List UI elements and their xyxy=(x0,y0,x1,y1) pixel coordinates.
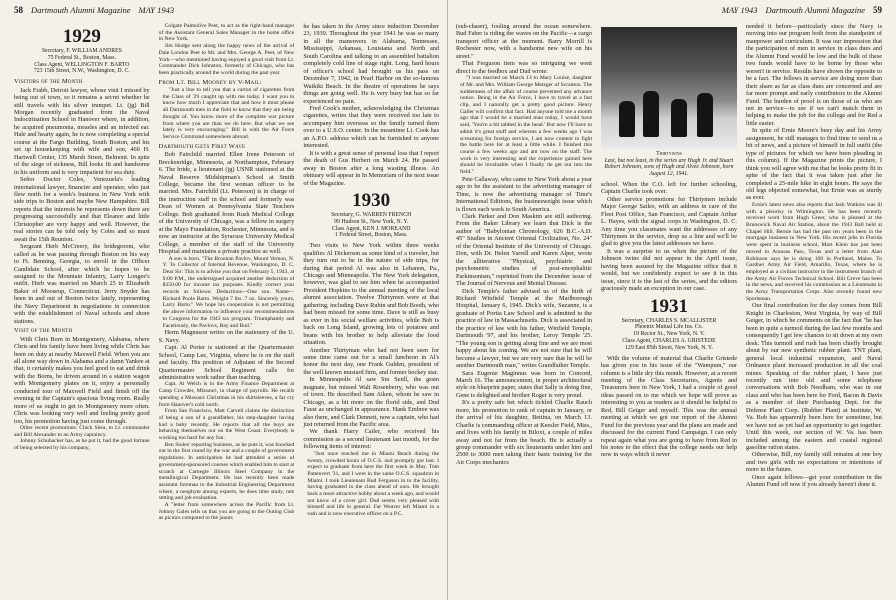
class-agent-address: 723 15th Street, N.W., Washington, D. C. xyxy=(33,68,130,75)
photo-figure xyxy=(671,99,687,137)
column xyxy=(14,23,150,599)
paragraph: Two visits to New York within three weeks qualifies Al Dickerson as some kind of a traveler, but they turn out to be in the nature of side trips, for during that period Al was also in Lebanon, Pa., Chicago and Minneapolis. The New York delegation, however, was glad to see him when he accompanied President Hopkins to the annual meeting of the local alumni association. Twelve Thirtymen were at that gathering, including Dave Rubin and Bob Booth, who had been missed for some time. Dave is still as busy as ever in his social welfare activities, while Bob is back on Long Island, growing lots of potatoes and beans with his brother to help alleviate the food situation. xyxy=(303,242,440,347)
caption-title: Thirtywins xyxy=(656,151,682,157)
magazine-title: Dartmouth Alumni Magazine xyxy=(31,5,131,15)
class-agent: Class Agent, WELLINGTON F. BARTO xyxy=(34,61,130,68)
right-page xyxy=(448,0,896,600)
column xyxy=(456,23,592,599)
paragraph: Ernie's latest news also reports that Jack Watkins was ill with a pleurisy in Wilmington. He has been recently received word from Hugh Greer, who is pleased at the Brunswick Naval Air Station, about the 1943 Ball held at Chapel Hill. Bernie has had the past ten years been in the mortgage business in New York. His recent jobs in Florida were spent in business school, Mort Klein has just been moved to Aransas Pass, Texas and a letter from Alan Robinson says he is doing 100 in Portland, Maine. To Gardner Army Air Field, Amarillo, Texas, where he is employed as a civilian instructor in the instrument branch of the Army Air Forces Technical School. Bill Greve has been in the news, and received his commission as a Lieutenant in the Army Transportation Corps. Also recently found new Sportsman. xyxy=(746,201,882,302)
class-secretary-address: 99 Hudson St., New York, N. Y. xyxy=(334,218,409,225)
paragraph: Pete Callaway, who came to New York about a year ago to be the assistant to the advertising manager of Time, is now the advertising manager of Time's International Editions, the businesweight issue which is flown each week to South America. xyxy=(456,175,592,213)
photo-figure xyxy=(619,101,635,137)
paragraph: That Ferguson item was so intriguing we went direct to the feedbox and Dud wrote: xyxy=(456,60,592,75)
page-number: 58 xyxy=(14,5,23,15)
class-year-heading: 1930 xyxy=(352,189,391,211)
paragraph: It was a surprise to us when the picture of the Johnson twins did not appear in the April issue, having been assured by the Magazine office that it would, but we confidently expect to see it in this issue, since it is the last of the series, and the editors graciously made an exception in our case. xyxy=(601,247,737,293)
paragraph: Colgate Palmolive Peet, to act as the right-hand manager of the Assistant General Sales Manager in the home office in New York. xyxy=(158,23,295,43)
running-head-left xyxy=(14,5,439,19)
paragraph: Herm Magnuson writes on the stationery of the U. S. Navy. xyxy=(158,329,295,344)
left-columns xyxy=(14,23,439,599)
class-secretary: Secretary, CHARLES S. MCALLISTER xyxy=(621,317,717,324)
right-columns xyxy=(456,23,882,599)
class-agent-address: 129 East 85th Street, New York, N. Y. xyxy=(625,344,713,351)
paragraph: Capt. Al Welch is in the Army Finance Department at Camp Crowder, Missouri, in charge of payrolls. He recalls spending a Missouri Christmas in his shirtsleeves, a far cry from Hanover's cold north. xyxy=(158,381,295,408)
paragraph: In Minneapolis Al saw Stu Seidl, the grain magnate, but missed Walt Rosenberry, who was out of town. He described Sam Aiken, whom he saw in Chicago, as a bit more on the florid side, and Dud Faust as unchanged in appearance. Hank Embree was also there, and Clark Dennett, now a captain, who had just returned from the Pacific area. xyxy=(303,376,440,429)
paragraph: he has taken in the Army since induction December 23, 1939. Throughout the year 1941 he was so many in all the maneuvers in Alabama, Tennessee, Mississippi, Arkansas, Louisiana and North and South Carolina and talking to an assembled battalion completely cold line of stage right. Long, hard hours of officer's school had brought us his pass on December 7, 1942, in Pearl Harbor on the so-famous Waikiki Beach. In the theatre of operations he says things are going well. He is very busy but has so far experienced no pain. xyxy=(303,23,440,105)
column xyxy=(601,23,737,599)
paragraph: Bob Fairchild married Ellen Irene Peterson of Breckenridge, Minnesota, at Northampton, February 6. The bride, a lieutenant (jg) USNR stationed at the Naval Reserve Midshipman's School at Smith College, became the first woman officer to be married. Mrs. Fairchild (Lt. Peterson) is in charge of the instruction staff in the school and formerly was Dean of Women at Pennsylvania State Teachers College. Bob graduated from Rush Medical College of the University of Chicago, was a fellow in surgery at the Mayo Foundation, Rochester, Minnesota, and is now an instructor at the Syracuse University Medical College, a member of the staff of the University Hospital and maintains a private practice as well. xyxy=(158,151,295,256)
twins-photo xyxy=(601,27,737,149)
paragraph: Jack Frabb, Detroit lawyer, whose visit I missed by being out of town, so it remains a secret whether he still travels with his silver trumpet. Lt. (jg) Bill Morgan recently graduated from the Naval Indoctrination School in Hanover where, in addition, he acquired pneumonia, measles and an infected ear. Hale and hearty again, he is now completing a special course at the Fargo Building, South Boston, and his set up housekeeping with wife and son, 460 H. Hartwell Center, 135 Marsh Street, Belmont. In spite of the siege of sickness, Bill looks fit and handsome in his uniform and is very impatient for sea duty. xyxy=(14,86,150,176)
paragraph: Ben Stoles' reporting business, as he puts it, was knocked out in the first round by the war and a couple of government regulations. In anticipation he had attended a series of government-sponsored courses which enabled him to start at scratch at Carnegie Illinois Steel Company in the metallurgical Department. He has recently been made assistant foreman to the Industrial Engineering Department where, a neophyte among experts, he does time study, rate setting and job evaluation. xyxy=(158,441,295,502)
quoted-letter: A son is born. "The Broonan Pavlov, Mount Vernon, N. Y. To Collector of Internal Revenue, Washington, D. C. Dear Sir: This is to advise you that on February 5, 1943, at 9:00 P.M., the undersigned acquired another deduction of $350.00 for income tax purposes. Kindly correct your records as follows: Deductions—One son. Name—Richard Poole Barto. Weight 7 lbs. 7 oz. Sincerely yours, Larry Barto." We hope his cooperation is not permitting the above information to influence your recommendations to Congress for the 1943 tax program. Triumphantly and Facetiously, the Pavlovs, Bay and Bud." xyxy=(162,255,295,329)
paragraph: Once again fellows—get your contribution in the Alumni Fund off now if you already haven't done it. xyxy=(746,473,882,489)
paragraph: Other service promotions for Thirtymen include Major George Sailes, with an address in care of the Fleet Post Office, San Francisco, and Captain Arthur L. Hayes, with the signal corps in Washington, D. C. Any time you classmates want the addresses of any Thirtymen in the service, drop us a line and we'll be glad to give you the latest addresses we have. xyxy=(601,195,737,248)
paragraph: With Chris Born in Montgomery, Alabama, where Chris and his family have been living while Chris has been on duty at nearby Maxwell Field. When you are all alone way down in Alabama and a damn Yankee at that, it certainly makes you feel good to eat and drink with the Borns, be driven around in a station wagon with Montgomery plates on it, enjoy a personally conducted tour of Maxwell Field and finish off the evening in the Captain's spacious living room. Really more of us ought to get to Montgomery more often. Chris was looking very well and feeling pretty good too, his promotion having just come through. xyxy=(14,335,150,425)
caption-text: Last, but not least, in the series are Hugh Jr. and Stuart Robert Johnson, sons of Hugh and Alvee Johnson, born August 12, 1941. xyxy=(604,157,734,178)
quoted-letter: "Just a line to tell you that a carton of cigarettes from the Class of '29 caught up with me today. I want you to know how much I appreciate that and how it must please all Dartmouth men in the field to know that they are being thought of. You know more of the complete war picture from where you are than we do here. But what we see lately is very encouraging." Bill is with the Air Force Service Command somewhere abroad. xyxy=(162,87,295,140)
paragraph: In spite of Ernie Moore's busy day and his Army assignment, he still manages to find time to send us a bit of news, and a picture of himself in full outfit (the type of pictures for which we have been pleading in this column). If the Magazine prints the picture, I think you will agree with me that he looks pretty fit in spite of the fact that it was taken just after he completed a 25-mile hike in eight hours. He says the old legs objected somewhat, but Ernie was as sturdy as ever. xyxy=(746,127,882,202)
paragraph: Jim Hodge sent along the happy news of the arrival of Dale London Peet to Mr. and Mrs. George A. Peet, of New York—who mentioned having enjoyed a good visit from Lt. Commander Dick Johnston, formerly of Chicago, who has been practically around the world during the past year. xyxy=(158,43,295,76)
paragraph: We thank Harry Cailer, who received his commission as a second lieutenant last month, for the following items of interest: xyxy=(303,428,440,451)
quoted-letter: "Just once reached me in Miami Beach during the twenty, crowded hours of O.C.S. and promptly got lost. I expect to graduate from here the first week in May. Tom Pattenvert '31, and I were in the same O.C.S. squadron in Miami. I took Lieutenant Bud Ferguson in to the facility, having graduated in the class ahead of ours. He brought back a more attractive hobby about a week ago, and would not know of a cover girl. Dud seems very pleased with himself and life in general. Far Weaver left Miami in a rush and is now executive officer on a P.C. xyxy=(307,450,440,518)
column xyxy=(746,23,882,599)
paragraph: From San Francisco, Matt Carvell claims the distinction of being a son of a grandfather, his step-daughter having had a baby recently. He reports that all the boys are behaving themselves out on the West Coast. Everybody is working too hard for any fun. xyxy=(158,408,295,442)
class-secretary: Secretary, G. WARREN FRENCH xyxy=(331,211,412,218)
paragraph: school. When the C.O. left for further schooling, Captain Charlie took over. xyxy=(601,180,737,196)
section-heading: Visitors of the Month xyxy=(14,78,83,86)
class-secretary-address-2: 19 Rector St., New York, N. Y. xyxy=(633,331,705,338)
class-year-heading: 1931 xyxy=(650,295,688,317)
paragraph: Dick Temple's father advised us of the birth of Richard Winfield Temple at the Marlborough Hospital, January 6, 1945. Dick's wife, Suzanne, is a graduate of Portia Law School and is admitted to the practice of law in Massachusetts. Dick is associated in the practice of law with his father, Winfield Temple, Dartmouth '97, and his brother, Leroy Temple '25. "The young son is getting along fine and we are most happy about his coming. We are not sure that he will become a lawyer, but we are very sure that he will be another Dartmouth man," writes Grandfather Temple. xyxy=(456,287,592,370)
quoted-letter: "I was married on March 13 to Mary Louise, daughter of Mr. and Mrs. William George Metzger of Scranton. The suddenness of the affair of course prevented any advance notice. Being in the Air Force, I have to travel at a fast clip, and I naturally get a pretty good picture. Henry Galler will confirm that fact. Had anyone told me a month ago that I would be a married man today, I would have said, 'You're a bit tabbed in the head.' But now I'll have to admit it's great stuff and whereas a few weeks ago I was screaming for foreign service, I am now content to fight the battle here for at least a little while. I finished this course a few weeks ago and am now on the staff. The work is very interesting and the experience gained here should be invaluable when I finally do get out into the field." xyxy=(460,75,592,176)
magazine-title: Dartmouth Alumni Magazine xyxy=(765,5,865,15)
paragraph: (sub-chaser), fooling around the ocean somewhere. Bud Faber is riding the waves on the Pacific—a cargo transport officer at the moment. Barry Morrill is Rochester now, with a handsome new wife on his street." xyxy=(456,23,592,60)
photo-figure xyxy=(697,93,713,137)
class-agent: Class Agent, CHARLES A. GRISTEDE xyxy=(622,338,716,344)
paragraph: A "letter from somewhere across the Pacific from Lt. Johnny Gales tells us that you are going to the Outing Club as picnics compared to the jaunts xyxy=(158,502,295,522)
class-secretary-address: Phoenix Mutual Life Ins. Co. xyxy=(635,324,703,331)
class-year-heading: 1929 xyxy=(62,26,101,47)
paragraph: Other recent promotions: Chick Shea, to Lt. commander and Bill Alexander to an Army captaincy. xyxy=(14,425,150,438)
class-secretary-address: 75 Federal St., Boston, Mass. xyxy=(47,54,116,61)
section-heading: Visit of the Month xyxy=(14,327,73,335)
paragraph: Sara Eugenie Maginnus was born in Concord, March 16. The announcement, in proper architectural style on blueprint paper, states that Sally is doing fine, Gene is delighted and brother Roger is very proud. xyxy=(456,369,592,399)
photo-caption xyxy=(601,151,737,178)
paragraph: Clark Parker and Don Maskim are still authoring. From the Baker Library we learn that Dick is the author of "Babylonian Chronology, 626 B.C.-A.D. 45" Studies in Ancient Oriental Civilization, No. 24" of the Oriental Institute of the University of Chicago. Don, with Dr. Helen Yarrell and Karen Alper, wrote the alliterative "Physical, psychiatric and psychometric studies of post-encephalitic Parkinsonism," reprinted from the December issue of The Journal of Nervous and Mental Disease. xyxy=(456,212,592,288)
photo-figure xyxy=(643,91,659,137)
paragraph: Capt. Al Porter is stationed at the Quartermaster School, Camp Lee, Virginia, where he is on the staff and faculty. His position of Adjutant of the Second Quartermaster School Regiment calls for administrative work rather than teaching. xyxy=(158,344,295,381)
running-head-right xyxy=(456,5,882,19)
paragraph: Our final contribution for the day comes from Bill Knight in Charleston, West Virginia, by way of Bill Geiger, in which he comments on the fact that "he has been in quite a turmoil during the last few months and consequently I get few chances to sit down at my own desk. This turmoil and rush has been chiefly brought about by our new synthetic rubber plant. TNT plant, general local industrial expansion, and Naval Ordnance plant increased production in all the coal mines. Speaking of the rubber plant, I have just recently run into old and some telephone conversations with Bob Needham, who was in our class and who has been here for Ford, Bacon & Davis as a member of their Purchasing Dept. for the Defense Plant Corp. (Rubber Plant) at Institute, W. Va. Bob has apparently been here for sometime, but we have not as yet had an opportunity to get together. Until this week, our section of W. Va. has been included among the eastern and coastal regional gasoline ration states. xyxy=(746,302,882,452)
class-officers xyxy=(303,212,439,239)
paragraph: needed it before—particularly since the Navy is moving into our program both from the standpoint of manpower and curriculum. It was our impression that the participation of men in service in class dues and the Alumni Fund would be low and the bulk of these two funds would have to be borne by those who weren't in service. Results have shown the opposite to be a fact. The fellows in service are doing more than their share as far as class dues are concerned and are far more prompt and early contributors to the Alumni Fund. The burden of proof is on those of us who are not in service—to see if we can't match them in helping to make the job for the college and for Red a little easier. xyxy=(746,23,882,127)
column xyxy=(159,23,295,599)
paragraph: Señor Doctor Coles, Venezuela's leading international lawyer, financier and operator, who just flew north for a week's business in New York with side trips to Boston and maybe New Hampshire. Bill reports that the interests he represents down there are progressing successfully and that Eleanor and little Christopher are very happy and well. However, the real stories can be told only by Coles and so must await the 15th Reunion. xyxy=(14,176,150,243)
page-number: 59 xyxy=(873,5,882,15)
issue-date: MAY 1943 xyxy=(138,5,175,15)
class-agent: Class Agent, KEN J. MOREAND xyxy=(331,225,411,232)
paragraph: Fred Cook's mother, acknowledging the Christmas cigarettes, writes that they were received too late to accompany him overseas so the family turned them over to a U.S.O. center. In the meantime Lt. Cook has an A.P.O. address which can be furnished to anyone interested. xyxy=(303,104,440,150)
class-officers xyxy=(14,48,150,75)
paragraph: It is with a great sense of personal loss that I report the death of Gus Herbert on March 24. He passed away in Boston after a long wasting illness. An obituary will appear in In Memoriam of the next issue of the Magazine. xyxy=(303,149,440,187)
paragraph: With the volume of material that Charlie Gristede has given you in his issue of the "Wampum," our column is a little dry this month. However, at a recent meeting of the Class Secretaries, Agents and Treasurers here in New York, I had a couple of good ideas passed on to me which we hope will prove as interesting to you as readers as it should be helpful to Red, Bill Geiger and myself. This was the annual meeting at which we got our report of the Alumni Fund for the previous year and the plans are made and discussed for the current Fund Campaign. I can only repeat again what you are going to have from Red in his notes to the effect that the college needs our help now in ways which it never xyxy=(601,354,737,459)
issue-date: MAY 1943 xyxy=(721,5,758,15)
paragraph: It's a pretty safe bet which tickled Charlie Rauch more, his promotion to rank of captain in January, or the arrival of his daughter, Bettina, on March 13. Charlie is commanding officer at Keesler Field, Miss., and lives with his family in Biloxi, a couple of miles away and not far from the beach. He is actually a group commander with six lieutenants under him and 2500 to 3000 men taking their basic training for the Air Corps mechanics xyxy=(456,399,592,466)
section-heading: Dartmouth Gets First Wave xyxy=(158,142,246,150)
paragraph: Another Thirtyman who had not been seen for some time came out for a small luncheon in Al's honor the next day, one Frank Gulden, president of the well known mustard firm, and former hockey star. xyxy=(303,346,440,376)
class-secretary: Secretary, F. WILLIAM ANDRES xyxy=(41,48,122,54)
class-agent-address: 1 Federal Street, Boston, Mass. xyxy=(334,232,408,239)
paragraph: Otherwise, Bill, my family still remains at one boy and two girls with no expectations or intentions of more in the future. xyxy=(746,451,882,474)
paragraph: Johnny Schubacker has, as he put it, had the good fortune of being selected by his company, xyxy=(14,438,150,452)
section-heading: From Lt. Bill Mooney by V-Mail: xyxy=(158,78,262,86)
column xyxy=(303,23,439,599)
class-officers xyxy=(601,318,737,352)
paragraph: Sergeant Herb McCreery, the bridegroom, who called as he was passing through Boston on his way to Ft. Benning, Georgia, to enroll in the Officer Candidate School, after which he hopes to be assigned to the Mountain Infantry, Larry Longee's outfit. Herb was married on March 25 to Elizabeth Baker of Mooseup, Connecticut. Jerry Snyder has been in and out of Boston twice lately, representing the Navy Department in negotiations in connection with the establishment of Naval schools and shore stations. xyxy=(14,243,150,325)
